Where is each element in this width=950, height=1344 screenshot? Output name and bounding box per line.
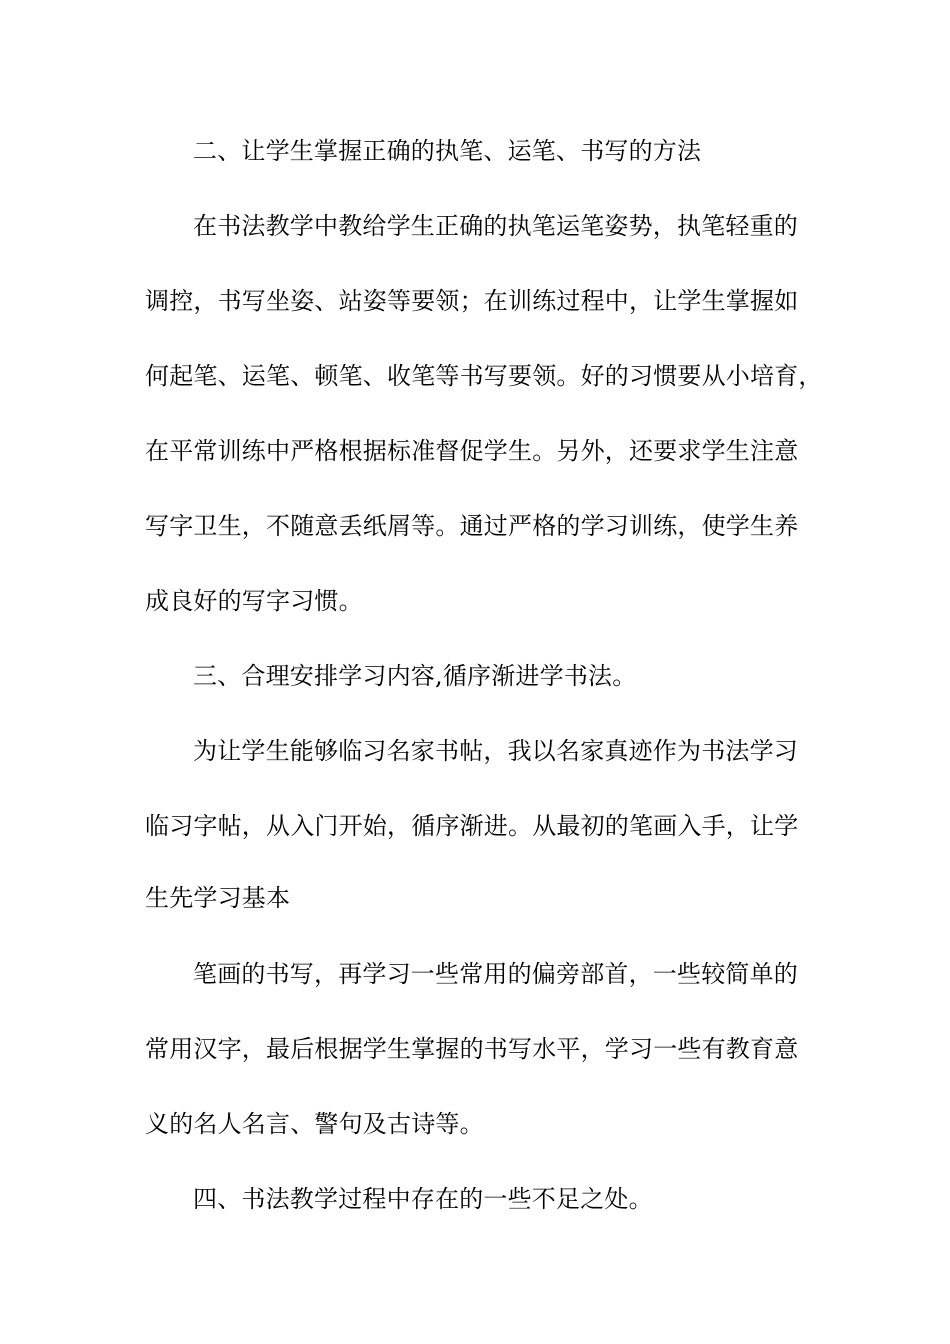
paragraph-line: 临习字帖，从入门开始，循序渐进。从最初的笔画入手，让学 xyxy=(145,812,799,840)
heading-section-4: 四、书法教学过程中存在的一些不足之处。 xyxy=(193,1185,653,1213)
paragraph-line: 为让学生能够临习名家书帖，我以名家真迹作为书法学习 xyxy=(193,737,798,765)
paragraph-line: 何起笔、运笔、顿笔、收笔等书写要领。好的习惯要从小培育， xyxy=(145,362,823,390)
paragraph-line: 调控，书写坐姿、站姿等要领；在训练过程中，让学生掌握如 xyxy=(145,287,799,315)
paragraph-line: 写字卫生，不随意丢纸屑等。通过严格的学习训练，使学生养 xyxy=(145,512,799,540)
paragraph-line: 生先学习基本 xyxy=(145,884,291,912)
paragraph-line: 在书法教学中教给学生正确的执笔运笔姿势，执笔轻重的 xyxy=(193,212,798,240)
paragraph-line: 常用汉字，最后根据学生掌握的书写水平，学习一些有教育意 xyxy=(145,1035,799,1063)
paragraph-line: 成良好的写字习惯。 xyxy=(145,587,363,615)
heading-section-3: 三、合理安排学习内容,循序渐进学书法。 xyxy=(193,662,637,690)
heading-section-2: 二、让学生掌握正确的执笔、运笔、书写的方法 xyxy=(193,137,702,165)
paragraph-line: 在平常训练中严格根据标准督促学生。另外，还要求学生注意 xyxy=(145,437,799,465)
paragraph-line: 笔画的书写，再学习一些常用的偏旁部首，一些较简单的 xyxy=(193,960,798,988)
paragraph-line: 义的名人名言、警句及古诗等。 xyxy=(145,1110,484,1138)
